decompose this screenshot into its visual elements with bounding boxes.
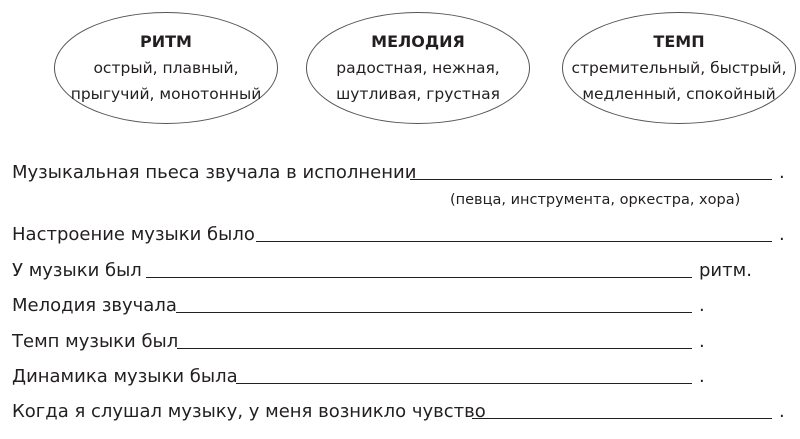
sentence-dynamics-end: .: [699, 366, 705, 387]
oval-rhythm: [54, 12, 278, 124]
blank-line-dynamics[interactable]: [236, 383, 692, 384]
sentence-rhythm: У музыки был: [12, 260, 142, 281]
blank-line-tempo[interactable]: [177, 348, 692, 349]
oval-melody: [306, 12, 530, 124]
oval-melody-line-1: радостная, нежная,: [336, 59, 500, 77]
oval-tempo-title: ТЕМП: [653, 32, 705, 51]
oval-tempo-line-1: стремительный, быстрый,: [571, 59, 787, 77]
oval-melody-title: МЕЛОДИЯ: [371, 32, 465, 51]
sentence-tempo-end: .: [699, 331, 705, 352]
oval-rhythm-title: РИТМ: [140, 32, 192, 51]
sentence-melody-end: .: [699, 295, 705, 316]
hint-performance: (певца, инструмента, оркестра, хора): [450, 192, 741, 208]
sentence-performance: Музыкальная пьеса звучала в исполнении: [12, 162, 417, 183]
oval-rhythm-line-1: острый, плавный,: [93, 59, 239, 77]
sentence-mood-end: .: [779, 224, 785, 245]
oval-tempo: [562, 12, 796, 124]
blank-line-feeling[interactable]: [472, 418, 772, 419]
sentence-mood: Настроение музыки было: [12, 224, 255, 245]
blank-line-rhythm[interactable]: [146, 277, 692, 278]
blank-line-melody[interactable]: [176, 312, 692, 313]
oval-tempo-line-2: медленный, спокойный: [582, 85, 776, 103]
sentence-feeling: Когда я слушал музыку, у меня возникло чувство: [12, 401, 486, 422]
sentence-dynamics: Динамика музыки была: [12, 366, 238, 387]
sentence-rhythm-end: ритм.: [699, 260, 752, 281]
blank-line-mood[interactable]: [256, 241, 772, 242]
sentence-tempo: Темп музыки был: [12, 331, 179, 352]
oval-melody-line-2: шутливая, грустная: [336, 85, 500, 103]
sentence-feeling-end: .: [779, 401, 785, 422]
blank-line-performance[interactable]: [410, 179, 772, 180]
oval-rhythm-line-2: прыгучий, монотонный: [70, 85, 262, 103]
sentence-melody: Мелодия звучала: [12, 295, 177, 316]
sentence-performance-end: .: [779, 162, 785, 183]
